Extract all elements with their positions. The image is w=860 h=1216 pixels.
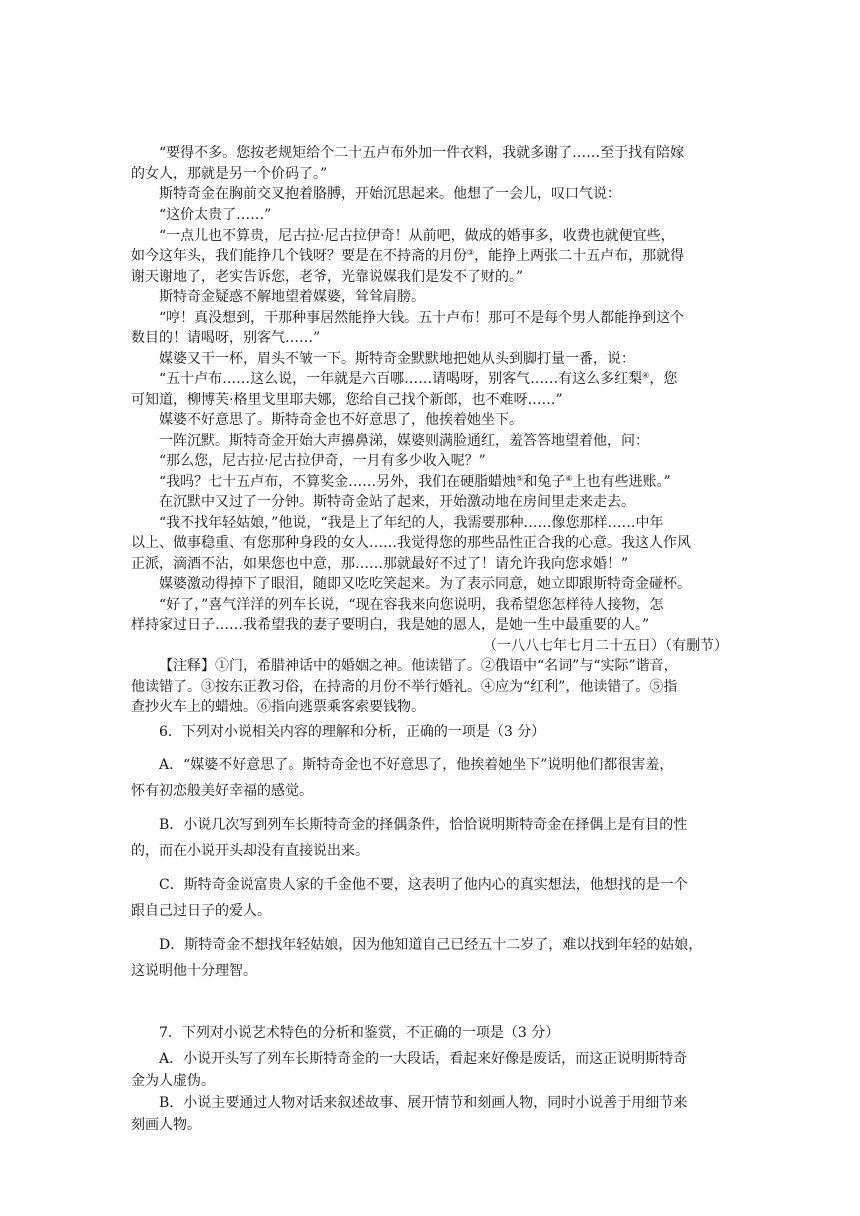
text-line: 如今这年头，我们能挣几个钱呀？要是在不持斋的月份③，能挣上两张二十五卢布，那就得 [131, 248, 685, 264]
notes-line: 【注释】①门，希腊神话中的婚姻之神。他读错了。②俄语中“名词”与“实际”谐音， [159, 658, 678, 674]
text-line: 的女人，那就是另一个价码了。” [131, 166, 328, 182]
notes-line: 查抄火车上的蜡烛。⑥指向逃票乘客索要钱物。 [131, 699, 425, 715]
text-line: 媒婆激动得掉下了眼泪，随即又吃吃笑起来。为了表示同意，她立即跟斯特奇金碰杯。 [159, 576, 691, 592]
q6-option-c: 跟自己过日子的爱人。 [131, 903, 271, 919]
text-line: 谢天谢地了，老实告诉您，老爷，光靠说媒我们是发不了财的。” [131, 269, 524, 285]
text-line: “哼！真没想到，干那种事居然能挣大钱。五十卢布！那可不是每个男人都能挣到这个 [159, 310, 685, 326]
q6-option-b: 的，而在小说开头却没有直接说出来。 [131, 843, 369, 859]
q6-option-c: C．斯特奇金说富贵人家的千金他不要，这表明了他内心的真实想法，他想找的是一个 [159, 877, 688, 893]
question-7-stem: 7．下列对小说艺术特色的分析和鉴赏，不正确的一项是（3 分） [159, 1025, 560, 1041]
q7-option-a: A．小说开头写了列车长斯特奇金的一大段话，看起来好像是废话，而这正说明斯特奇 [159, 1051, 688, 1067]
text-line: “要得不多。您按老规矩给个二十五卢布外加一件衣料，我就多谢了……至于找有陪嫁 [159, 145, 685, 161]
text-line: 在沉默中又过了一分钟。斯特奇金站了起来，开始激动地在房间里走来走去。 [159, 494, 635, 510]
q6-option-d: 这说明他十分理智。 [131, 963, 257, 979]
text-line: 正派，滴酒不沾，如果您也中意，那……那就最好不过了！请允许我向您求婚！” [131, 556, 629, 572]
q6-option-b: B．小说几次写到列车长斯特奇金的择偶条件，恰恰说明斯特奇金在择偶上是有目的性 [159, 817, 688, 833]
text-line: 媒婆不好意思了。斯特奇金也不好意思了，他挨着她坐下。 [159, 412, 523, 428]
text-line: 媒婆又干一杯，眉头不皱一下。斯特奇金默默地把她从头到脚打量一番，说： [159, 351, 635, 367]
q6-option-d: D．斯特奇金不想找年轻姑娘，因为他知道自己已经五十二岁了，难以找到年轻的姑娘， [159, 937, 703, 953]
text-line: 样持家过日子……我希望我的妻子要明白，我是她的恩人，是她一生中最重要的人。” [131, 617, 650, 633]
text-line: 斯特奇金在胸前交叉抱着胳膊，开始沉思起来。他想了一会儿，叹口气说： [159, 186, 621, 202]
text-line: 可知道，柳博芙·格里戈里耶夫娜，您给自己找个新郎，也不难呀……” [131, 392, 563, 408]
text-line: “一点儿也不算贵，尼古拉·尼古拉伊奇！从前吧，做成的婚事多，收费也就便宜些， [159, 228, 675, 244]
notes-line: 他读错了。③按东正教习俗，在持斋的月份不举行婚礼。④应为“红利”，他读错了。⑤指 [131, 679, 678, 695]
question-6-stem: 6．下列对小说相关内容的理解和分析，正确的一项是（3 分） [159, 724, 546, 740]
text-line: “这价太贵了……” [159, 207, 272, 223]
text-line: 一阵沉默。斯特奇金开始大声擤鼻涕，媒婆则满脸通红，羞答答地望着他，问： [159, 433, 649, 449]
q6-option-a: A．“媒婆不好意思了。斯特奇金也不好意思了，他挨着她坐下”说明他们都很害羞， [159, 757, 674, 773]
text-line: “好了，”喜气洋洋的列车长说，“现在容我来向您说明，我希望您怎样待人接物，怎 [159, 597, 664, 613]
text-line: “我吗？七十五卢布，不算奖金……另外，我们在硬脂蜡烛⑤和兔子⑥上也有些进账。” [159, 474, 671, 490]
q7-option-b: B．小说主要通过人物对话来叙述故事、展开情节和刻画人物，同时小说善于用细节来 [159, 1095, 688, 1111]
source-date: （一八八七年七月二十五日）（有删节） [483, 638, 728, 654]
text-line: “我不找年轻姑娘，”他说，“我是上了年纪的人，我需要那种……像您那样……中年 [159, 515, 664, 531]
q6-option-a: 怀有初恋般美好幸福的感觉。 [131, 783, 313, 799]
q7-option-b: 刻画人物。 [131, 1117, 201, 1133]
text-line: 斯特奇金疑惑不解地望着媒婆，耸耸肩膀。 [159, 289, 425, 305]
text-line: 数目的！请喝呀，别客气……” [131, 330, 321, 346]
q7-option-a: 金为人虚伪。 [131, 1073, 215, 1089]
text-line: 以上、做事稳重、有您那种身段的女人……我觉得您的那些品性正合我的心意。我这人作风 [131, 535, 691, 551]
text-line: “五十卢布……这么说，一年就是六百哪……请喝呀，别客气……有这么多红梨④，您 [159, 371, 678, 387]
text-line: “那么您，尼古拉·尼古拉伊奇，一月有多少收入呢？” [159, 453, 486, 469]
